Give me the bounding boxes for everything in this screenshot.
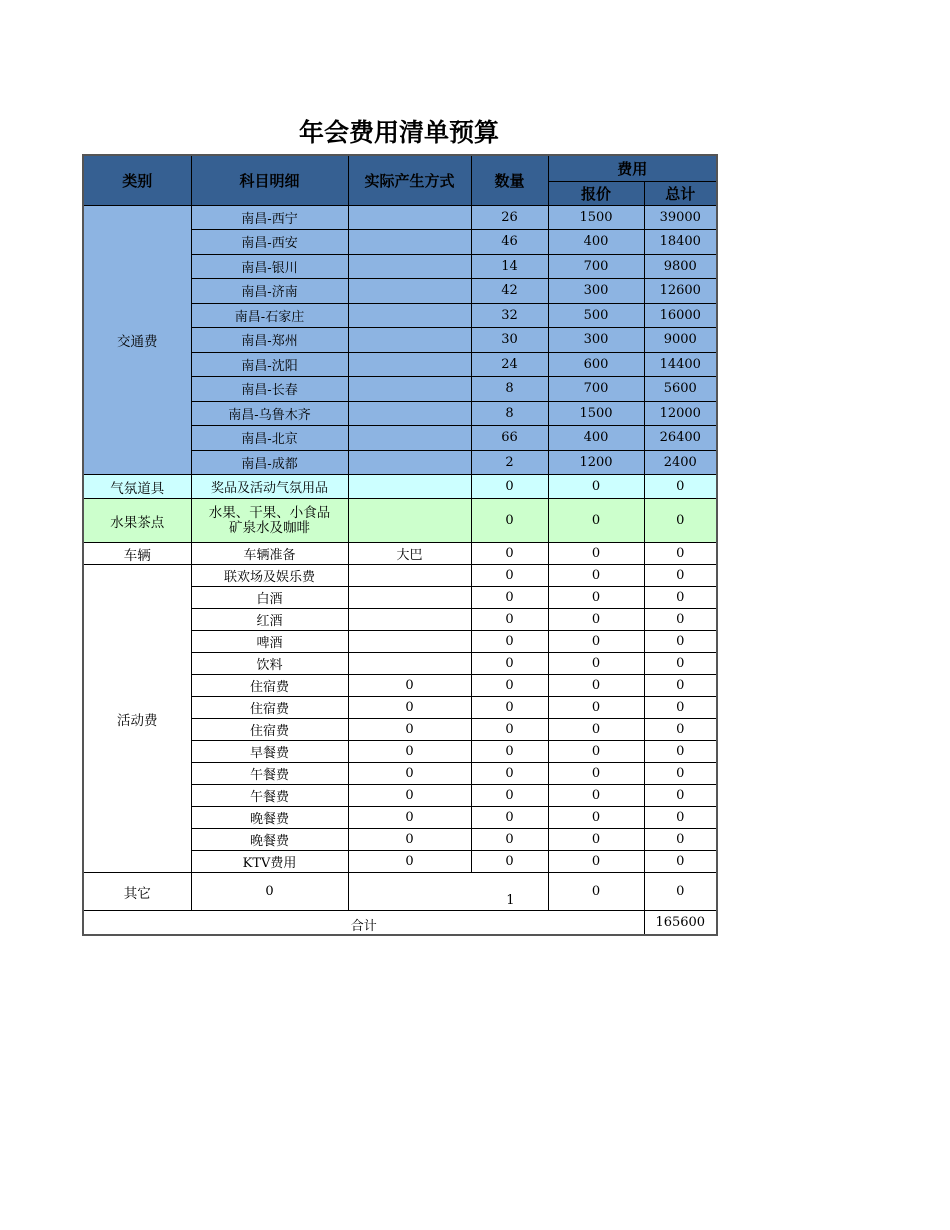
cell-price: 1200 [548, 450, 644, 475]
cell-total: 26400 [644, 426, 717, 451]
cell-total: 14400 [644, 352, 717, 377]
cell-price: 0 [548, 587, 644, 609]
cell-method [348, 426, 471, 451]
cell-total: 0 [644, 829, 717, 851]
cell-method [348, 254, 471, 279]
page-title: 年会费用清单预算 [298, 118, 499, 147]
cell-price: 700 [548, 254, 644, 279]
cell-price: 0 [548, 719, 644, 741]
cell-total: 0 [644, 719, 717, 741]
cell-quantity: 0 [471, 785, 548, 807]
cell-quantity: 0 [471, 653, 548, 675]
cell-price: 0 [548, 873, 644, 911]
cell-item-line: 水果、干果、小食品 [208, 504, 331, 521]
cell-total: 0 [644, 653, 717, 675]
cell-quantity: 0 [471, 719, 548, 741]
cell-total: 0 [644, 609, 717, 631]
grand-total-label: 合计 [83, 911, 644, 936]
cell-total: 0 [644, 631, 717, 653]
cell-total: 0 [644, 587, 717, 609]
cell-total: 0 [644, 763, 717, 785]
cell-price: 600 [548, 352, 644, 377]
cell-total: 0 [644, 565, 717, 587]
cell-quantity: 0 [471, 475, 548, 499]
cell-item: 南昌-银川 [191, 254, 348, 279]
table-row [83, 873, 717, 911]
cell-item [191, 499, 348, 543]
cell-method: 大巴 [348, 543, 471, 565]
cell-method [348, 352, 471, 377]
cell-method [348, 303, 471, 328]
cell-method [348, 401, 471, 426]
header-row [83, 155, 717, 181]
cell-price: 0 [548, 675, 644, 697]
cell-price: 0 [548, 499, 644, 543]
cell-price: 1500 [548, 205, 644, 230]
cell-quantity: 0 [471, 565, 548, 587]
table-row [83, 475, 717, 499]
cell-item: 晚餐费 [191, 807, 348, 829]
cell-method [348, 279, 471, 304]
cell-price: 700 [548, 377, 644, 402]
cell-quantity: 32 [471, 303, 548, 328]
cell-price: 0 [548, 653, 644, 675]
header-quantity: 数量 [471, 155, 548, 205]
cell-method [348, 475, 471, 499]
cell-price: 0 [548, 631, 644, 653]
cell-quantity: 0 [471, 631, 548, 653]
cell-quantity [348, 873, 548, 911]
cell-total: 0 [644, 543, 717, 565]
cell-method [348, 328, 471, 353]
cell-item: 南昌-济南 [191, 279, 348, 304]
cell-total: 0 [644, 873, 717, 911]
cell-method [348, 377, 471, 402]
header-category: 类别 [83, 155, 191, 205]
cell-method [348, 230, 471, 255]
cell-item: 饮料 [191, 653, 348, 675]
cell-total: 0 [644, 475, 717, 499]
table-row [83, 565, 717, 587]
cell-item: 午餐费 [191, 785, 348, 807]
cell-item: 南昌-西宁 [191, 205, 348, 230]
cell-quantity: 0 [471, 807, 548, 829]
category-balloon: 气氛道具 [83, 475, 191, 499]
cell-item: 南昌-石家庄 [191, 303, 348, 328]
cell-method: 0 [348, 851, 471, 873]
cell-item: 住宿费 [191, 697, 348, 719]
cell-item: 啤酒 [191, 631, 348, 653]
header-cost-group: 费用 [548, 155, 717, 181]
cell-quantity: 0 [471, 587, 548, 609]
cell-method [348, 499, 471, 543]
cell-quantity: 0 [471, 499, 548, 543]
cell-method [348, 609, 471, 631]
cell-item: 早餐费 [191, 741, 348, 763]
cell-quantity: 0 [471, 543, 548, 565]
cell-price: 1500 [548, 401, 644, 426]
cell-quantity: 46 [471, 230, 548, 255]
cell-total: 0 [644, 851, 717, 873]
cell-quantity: 2 [471, 450, 548, 475]
cell-item: 午餐费 [191, 763, 348, 785]
cell-method: 0 [348, 697, 471, 719]
budget-table [82, 154, 718, 936]
cell-quantity: 24 [471, 352, 548, 377]
cell-total: 9000 [644, 328, 717, 353]
cell-total: 12000 [644, 401, 717, 426]
cell-quantity: 0 [471, 609, 548, 631]
cell-quantity: 30 [471, 328, 548, 353]
cell-item: 南昌-长春 [191, 377, 348, 402]
cell-item: 南昌-郑州 [191, 328, 348, 353]
cell-quantity: 8 [471, 401, 548, 426]
header-item: 科目明细 [191, 155, 348, 205]
table-row [83, 499, 717, 543]
cell-item: 0 [191, 873, 348, 911]
cell-item: 南昌-西安 [191, 230, 348, 255]
cell-method [348, 631, 471, 653]
cell-item: 奖品及活动气氛用品 [191, 475, 348, 499]
cell-item: 南昌-成都 [191, 450, 348, 475]
cell-method: 0 [348, 785, 471, 807]
cell-quantity: 8 [471, 377, 548, 402]
category-other: 其它 [83, 873, 191, 911]
cell-item: 白酒 [191, 587, 348, 609]
cell-method [348, 205, 471, 230]
cell-total: 9800 [644, 254, 717, 279]
cell-item: 住宿费 [191, 719, 348, 741]
cell-method [348, 587, 471, 609]
cell-method: 0 [348, 829, 471, 851]
cell-item: 南昌-沈阳 [191, 352, 348, 377]
cell-price: 0 [548, 807, 644, 829]
cell-quantity: 42 [471, 279, 548, 304]
cell-price: 0 [548, 741, 644, 763]
cell-item: 晚餐费 [191, 829, 348, 851]
cell-total: 39000 [644, 205, 717, 230]
cell-item: KTV费用 [191, 851, 348, 873]
other-quantity-value: 1 [506, 893, 515, 908]
cell-price: 300 [548, 328, 644, 353]
cell-price: 0 [548, 763, 644, 785]
cell-method: 0 [348, 807, 471, 829]
cell-item: 车辆准备 [191, 543, 348, 565]
category-transport: 交通费 [83, 205, 191, 475]
table-row [83, 543, 717, 565]
cell-total: 18400 [644, 230, 717, 255]
cell-total: 0 [644, 499, 717, 543]
cell-total: 12600 [644, 279, 717, 304]
header-total: 总计 [644, 181, 717, 205]
cell-method: 0 [348, 675, 471, 697]
cell-total: 5600 [644, 377, 717, 402]
cell-total: 16000 [644, 303, 717, 328]
header-method: 实际产生方式 [348, 155, 471, 205]
cell-method [348, 565, 471, 587]
cell-method [348, 653, 471, 675]
cell-quantity: 26 [471, 205, 548, 230]
cell-price: 300 [548, 279, 644, 304]
cell-total: 0 [644, 697, 717, 719]
cell-price: 0 [548, 851, 644, 873]
cell-quantity: 0 [471, 829, 548, 851]
category-activity: 活动费 [83, 565, 191, 873]
cell-price: 0 [548, 543, 644, 565]
cell-item: 南昌-北京 [191, 426, 348, 451]
cell-quantity: 0 [471, 697, 548, 719]
category-vehicle: 车辆 [83, 543, 191, 565]
cell-item: 红酒 [191, 609, 348, 631]
cell-price: 0 [548, 475, 644, 499]
cell-total: 0 [644, 785, 717, 807]
cell-quantity: 14 [471, 254, 548, 279]
cell-item: 联欢场及娱乐费 [191, 565, 348, 587]
table-row [83, 205, 717, 230]
cell-price: 0 [548, 697, 644, 719]
cell-price: 400 [548, 426, 644, 451]
cell-quantity: 0 [471, 851, 548, 873]
cell-quantity: 0 [471, 763, 548, 785]
cell-price: 0 [548, 609, 644, 631]
cell-quantity: 0 [471, 675, 548, 697]
cell-total: 0 [644, 807, 717, 829]
category-fruit: 水果茶点 [83, 499, 191, 543]
cell-quantity: 0 [471, 741, 548, 763]
cell-total: 0 [644, 741, 717, 763]
cell-total: 2400 [644, 450, 717, 475]
header-price: 报价 [548, 181, 644, 205]
cell-item: 南昌-乌鲁木齐 [191, 401, 348, 426]
cell-item-line: 矿泉水及咖啡 [229, 519, 310, 536]
cell-total: 0 [644, 675, 717, 697]
cell-method: 0 [348, 763, 471, 785]
cell-method: 0 [348, 719, 471, 741]
grand-total-row [83, 911, 717, 936]
cell-method: 0 [348, 741, 471, 763]
cell-price: 0 [548, 829, 644, 851]
cell-item: 住宿费 [191, 675, 348, 697]
cell-price: 0 [548, 785, 644, 807]
cell-price: 0 [548, 565, 644, 587]
cell-method [348, 450, 471, 475]
cell-quantity: 66 [471, 426, 548, 451]
cell-price: 400 [548, 230, 644, 255]
cell-price: 500 [548, 303, 644, 328]
grand-total-value: 165600 [644, 911, 717, 936]
